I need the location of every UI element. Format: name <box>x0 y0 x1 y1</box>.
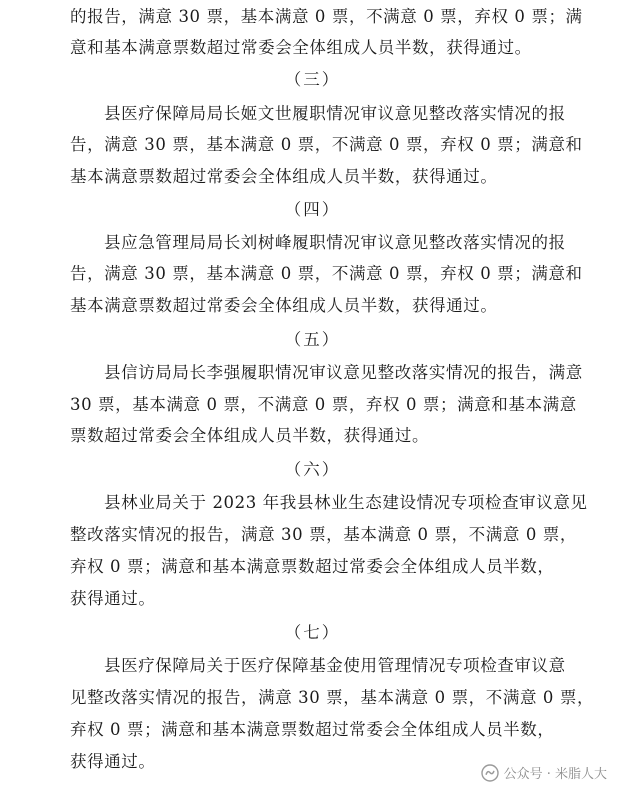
section-heading-3: （三） <box>284 70 341 89</box>
section-3-line-2: 告，满意 30 票，基本满意 0 票，不满意 0 票，弃权 0 票；满意和 <box>70 135 583 154</box>
wechat-official-account-icon <box>481 764 499 782</box>
intro-line-2: 意和基本满意票数超过常委会全体组成人员半数，获得通过。 <box>70 38 532 57</box>
section-3-line-3: 基本满意票数超过常委会全体组成人员半数，获得通过。 <box>70 167 498 186</box>
section-heading-7: （七） <box>284 623 341 642</box>
section-4-line-2: 告，满意 30 票，基本满意 0 票，不满意 0 票，弃权 0 票；满意和 <box>70 264 583 283</box>
section-heading-4: （四） <box>284 200 341 219</box>
section-7-line-3: 弃权 0 票；满意和基本满意票数超过常委会全体组成人员半数， <box>70 720 555 739</box>
section-5-line-3: 票数超过常委会全体组成人员半数，获得通过。 <box>70 426 430 445</box>
section-6-line-1: 县林业局关于 2023 年我县林业生态建设情况专项检查审议意见 <box>104 493 588 512</box>
section-3-line-1: 县医疗保障局局长姬文世履职情况审议意见整改落实情况的报 <box>104 104 566 123</box>
section-4-line-1: 县应急管理局局长刘树峰履职情况审议意见整改落实情况的报 <box>104 233 566 252</box>
section-5-line-2: 30 票，基本满意 0 票，不满意 0 票，弃权 0 票；满意和基本满意 <box>70 395 577 414</box>
section-4-line-3: 基本满意票数超过常委会全体组成人员半数，获得通过。 <box>70 296 498 315</box>
section-6-line-2: 整改落实情况的报告，满意 30 票，基本满意 0 票，不满意 0 票， <box>70 525 577 544</box>
section-6-line-3: 弃权 0 票；满意和基本满意票数超过常委会全体组成人员半数， <box>70 557 555 576</box>
section-5-line-1: 县信访局局长李强履职情况审议意见整改落实情况的报告，满意 <box>104 363 583 382</box>
section-heading-6: （六） <box>284 460 341 479</box>
section-7-line-1: 县医疗保障局关于医疗保障基金使用管理情况专项检查审议意 <box>104 656 566 675</box>
section-7-line-2: 见整改落实情况的报告，满意 30 票，基本满意 0 票，不满意 0 票， <box>70 688 595 707</box>
watermark <box>481 763 607 782</box>
section-6-line-4: 获得通过。 <box>70 589 156 608</box>
section-7-line-4: 获得通过。 <box>70 752 156 771</box>
section-heading-5: （五） <box>284 330 341 349</box>
watermark-text: 公众号 · 米脂人大 <box>503 767 607 782</box>
intro-line-1: 的报告，满意 30 票，基本满意 0 票，不满意 0 票，弃权 0 票；满 <box>70 7 583 26</box>
